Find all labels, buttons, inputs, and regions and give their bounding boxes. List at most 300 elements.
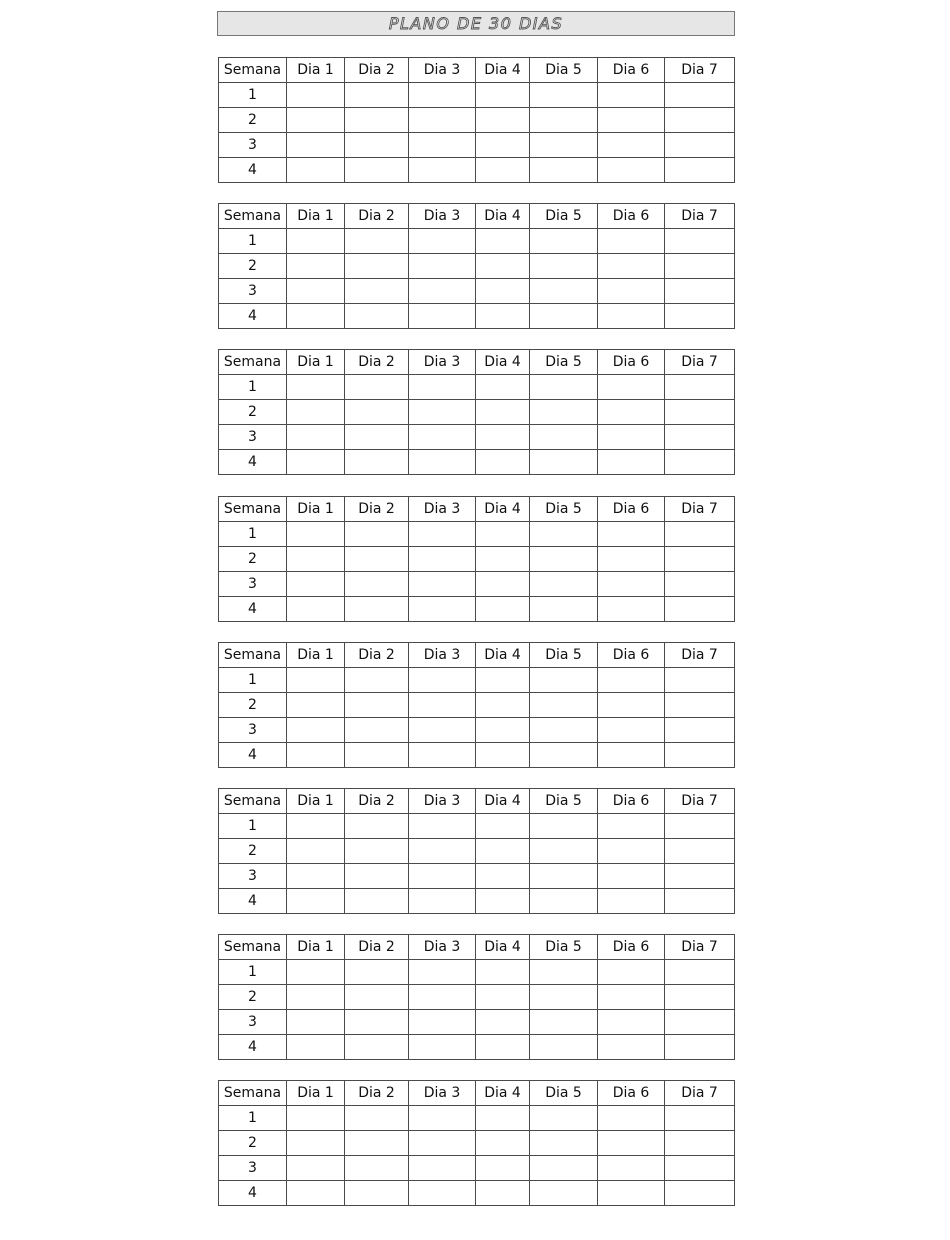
day-cell[interactable]: [345, 814, 409, 839]
table-row: [219, 522, 735, 547]
day-cell[interactable]: [409, 1010, 476, 1035]
day-cell[interactable]: [345, 450, 409, 475]
day-cell[interactable]: [345, 158, 409, 183]
page-title: PLANO DE 30 DIAS: [217, 11, 735, 36]
day-column-header: Dia 7: [665, 497, 735, 522]
table-row: [219, 1106, 735, 1131]
day-cell[interactable]: [665, 1156, 735, 1181]
day-cell[interactable]: [476, 547, 530, 572]
day-cell[interactable]: [409, 522, 476, 547]
day-cell[interactable]: [665, 108, 735, 133]
day-cell[interactable]: [345, 279, 409, 304]
day-cell[interactable]: [287, 814, 345, 839]
day-column-header: Dia 6: [598, 497, 665, 522]
day-cell[interactable]: [345, 254, 409, 279]
day-cell[interactable]: [598, 400, 665, 425]
day-cell[interactable]: [345, 522, 409, 547]
day-cell[interactable]: [476, 864, 530, 889]
day-cell[interactable]: [476, 133, 530, 158]
table-row: [219, 1181, 735, 1206]
day-cell[interactable]: [287, 985, 345, 1010]
table-row: [219, 304, 735, 329]
day-cell[interactable]: [665, 743, 735, 768]
day-cell[interactable]: [345, 743, 409, 768]
day-cell[interactable]: [287, 889, 345, 914]
day-cell[interactable]: [345, 1181, 409, 1206]
day-cell[interactable]: [530, 304, 598, 329]
week-number-cell: 1: [219, 375, 287, 400]
day-cell[interactable]: [598, 547, 665, 572]
week-number-cell: 1: [219, 83, 287, 108]
day-cell[interactable]: [409, 425, 476, 450]
day-column-header: Dia 5: [530, 350, 598, 375]
day-cell[interactable]: [287, 425, 345, 450]
day-cell[interactable]: [287, 1131, 345, 1156]
week-number-cell: 4: [219, 450, 287, 475]
week-number-cell: 1: [219, 229, 287, 254]
day-cell[interactable]: [409, 839, 476, 864]
day-cell[interactable]: [476, 889, 530, 914]
day-cell[interactable]: [345, 133, 409, 158]
day-cell[interactable]: [665, 889, 735, 914]
day-cell[interactable]: [409, 254, 476, 279]
week-number-cell: 2: [219, 839, 287, 864]
planner-table: [218, 1080, 735, 1206]
week-number-cell: 3: [219, 572, 287, 597]
day-cell[interactable]: [598, 1181, 665, 1206]
week-number-cell: 3: [219, 425, 287, 450]
day-cell[interactable]: [476, 400, 530, 425]
day-cell[interactable]: [409, 133, 476, 158]
day-cell[interactable]: [345, 425, 409, 450]
day-cell[interactable]: [287, 108, 345, 133]
day-cell[interactable]: [476, 1181, 530, 1206]
day-column-header: Dia 1: [287, 204, 345, 229]
day-cell[interactable]: [665, 229, 735, 254]
day-cell[interactable]: [345, 1131, 409, 1156]
week-number-cell: 2: [219, 400, 287, 425]
day-cell[interactable]: [409, 158, 476, 183]
day-cell[interactable]: [287, 743, 345, 768]
day-cell[interactable]: [287, 960, 345, 985]
day-cell[interactable]: [530, 425, 598, 450]
day-column-header: Dia 1: [287, 935, 345, 960]
day-cell[interactable]: [287, 229, 345, 254]
day-cell[interactable]: [665, 304, 735, 329]
day-cell[interactable]: [665, 693, 735, 718]
planner-table: [218, 349, 735, 475]
day-cell[interactable]: [287, 375, 345, 400]
day-cell[interactable]: [476, 108, 530, 133]
day-cell[interactable]: [598, 718, 665, 743]
week-number-cell: 2: [219, 985, 287, 1010]
day-column-header: Dia 3: [409, 789, 476, 814]
day-cell[interactable]: [530, 375, 598, 400]
day-cell[interactable]: [409, 450, 476, 475]
day-cell[interactable]: [345, 108, 409, 133]
day-cell[interactable]: [345, 985, 409, 1010]
day-cell[interactable]: [345, 1106, 409, 1131]
table-row: [219, 960, 735, 985]
day-cell[interactable]: [530, 108, 598, 133]
week-number-cell: 3: [219, 133, 287, 158]
day-cell[interactable]: [665, 375, 735, 400]
table-row: [219, 1131, 735, 1156]
day-cell[interactable]: [409, 1156, 476, 1181]
day-cell[interactable]: [598, 668, 665, 693]
day-cell[interactable]: [345, 547, 409, 572]
day-cell[interactable]: [530, 1156, 598, 1181]
day-cell[interactable]: [598, 522, 665, 547]
day-cell[interactable]: [530, 718, 598, 743]
day-cell[interactable]: [345, 83, 409, 108]
table-header-row: [219, 204, 735, 229]
day-cell[interactable]: [409, 1035, 476, 1060]
day-cell[interactable]: [530, 985, 598, 1010]
day-column-header: Dia 7: [665, 789, 735, 814]
day-cell[interactable]: [530, 400, 598, 425]
day-cell[interactable]: [665, 450, 735, 475]
day-cell[interactable]: [287, 400, 345, 425]
day-cell[interactable]: [665, 133, 735, 158]
day-cell[interactable]: [530, 1035, 598, 1060]
week-number-cell: 2: [219, 1131, 287, 1156]
day-cell[interactable]: [476, 1131, 530, 1156]
day-cell[interactable]: [665, 985, 735, 1010]
day-cell[interactable]: [476, 425, 530, 450]
day-column-header: Dia 6: [598, 204, 665, 229]
week-column-header: Semana: [219, 935, 287, 960]
day-cell[interactable]: [665, 425, 735, 450]
day-cell[interactable]: [665, 522, 735, 547]
day-column-header: Dia 5: [530, 789, 598, 814]
day-cell[interactable]: [287, 1035, 345, 1060]
day-cell[interactable]: [287, 304, 345, 329]
day-cell[interactable]: [476, 375, 530, 400]
day-cell[interactable]: [665, 400, 735, 425]
day-cell[interactable]: [476, 1035, 530, 1060]
day-cell[interactable]: [665, 1131, 735, 1156]
day-cell[interactable]: [598, 1010, 665, 1035]
day-cell[interactable]: [476, 450, 530, 475]
day-cell[interactable]: [409, 985, 476, 1010]
day-cell[interactable]: [530, 693, 598, 718]
day-cell[interactable]: [476, 597, 530, 622]
day-cell[interactable]: [345, 572, 409, 597]
day-cell[interactable]: [476, 229, 530, 254]
day-cell[interactable]: [530, 229, 598, 254]
day-cell[interactable]: [409, 83, 476, 108]
day-cell[interactable]: [409, 597, 476, 622]
day-column-header: Dia 6: [598, 58, 665, 83]
day-cell[interactable]: [287, 864, 345, 889]
day-cell[interactable]: [530, 1010, 598, 1035]
day-column-header: Dia 3: [409, 497, 476, 522]
day-cell[interactable]: [476, 158, 530, 183]
day-cell[interactable]: [665, 668, 735, 693]
day-cell[interactable]: [345, 375, 409, 400]
day-cell[interactable]: [665, 279, 735, 304]
day-cell[interactable]: [598, 743, 665, 768]
day-cell[interactable]: [665, 1181, 735, 1206]
day-column-header: Dia 2: [345, 935, 409, 960]
day-cell[interactable]: [598, 304, 665, 329]
day-cell[interactable]: [598, 839, 665, 864]
day-cell[interactable]: [665, 1035, 735, 1060]
table-header-row: [219, 1081, 735, 1106]
day-cell[interactable]: [409, 1106, 476, 1131]
day-cell[interactable]: [598, 279, 665, 304]
day-cell[interactable]: [598, 1106, 665, 1131]
day-cell[interactable]: [409, 547, 476, 572]
day-cell[interactable]: [665, 839, 735, 864]
day-cell[interactable]: [476, 1156, 530, 1181]
day-cell[interactable]: [476, 83, 530, 108]
week-number-cell: 2: [219, 693, 287, 718]
day-column-header: Dia 1: [287, 1081, 345, 1106]
week-column-header: Semana: [219, 1081, 287, 1106]
day-cell[interactable]: [287, 1156, 345, 1181]
day-cell[interactable]: [409, 668, 476, 693]
day-cell[interactable]: [530, 864, 598, 889]
day-cell[interactable]: [476, 279, 530, 304]
day-column-header: Dia 4: [476, 1081, 530, 1106]
day-cell[interactable]: [598, 1035, 665, 1060]
day-cell[interactable]: [287, 1181, 345, 1206]
day-column-header: Dia 4: [476, 789, 530, 814]
day-cell[interactable]: [665, 572, 735, 597]
day-cell[interactable]: [409, 814, 476, 839]
week-number-cell: 4: [219, 304, 287, 329]
day-cell[interactable]: [665, 597, 735, 622]
day-cell[interactable]: [345, 718, 409, 743]
week-number-cell: 2: [219, 108, 287, 133]
day-cell[interactable]: [530, 668, 598, 693]
day-cell[interactable]: [345, 400, 409, 425]
day-cell[interactable]: [345, 693, 409, 718]
day-cell[interactable]: [598, 158, 665, 183]
day-cell[interactable]: [530, 1131, 598, 1156]
day-cell[interactable]: [409, 1181, 476, 1206]
day-column-header: Dia 2: [345, 58, 409, 83]
day-cell[interactable]: [598, 133, 665, 158]
day-cell[interactable]: [530, 83, 598, 108]
day-cell[interactable]: [530, 597, 598, 622]
day-cell[interactable]: [345, 839, 409, 864]
day-column-header: Dia 7: [665, 935, 735, 960]
day-cell[interactable]: [287, 547, 345, 572]
day-cell[interactable]: [530, 889, 598, 914]
week-number-cell: 3: [219, 1156, 287, 1181]
day-cell[interactable]: [476, 693, 530, 718]
day-cell[interactable]: [287, 133, 345, 158]
day-column-header: Dia 3: [409, 58, 476, 83]
day-cell[interactable]: [409, 718, 476, 743]
day-cell[interactable]: [530, 547, 598, 572]
day-cell[interactable]: [287, 83, 345, 108]
day-cell[interactable]: [287, 1106, 345, 1131]
day-column-header: Dia 6: [598, 350, 665, 375]
day-cell[interactable]: [409, 693, 476, 718]
day-cell[interactable]: [598, 814, 665, 839]
day-cell[interactable]: [409, 229, 476, 254]
day-column-header: Dia 4: [476, 204, 530, 229]
day-cell[interactable]: [345, 1010, 409, 1035]
day-cell[interactable]: [598, 960, 665, 985]
day-cell[interactable]: [287, 158, 345, 183]
day-cell[interactable]: [476, 960, 530, 985]
table-row: [219, 864, 735, 889]
day-cell[interactable]: [665, 1010, 735, 1035]
day-cell[interactable]: [598, 83, 665, 108]
day-cell[interactable]: [598, 889, 665, 914]
week-number-cell: 3: [219, 279, 287, 304]
day-cell[interactable]: [287, 279, 345, 304]
day-column-header: Dia 5: [530, 204, 598, 229]
day-cell[interactable]: [598, 1156, 665, 1181]
day-cell[interactable]: [665, 83, 735, 108]
day-cell[interactable]: [530, 839, 598, 864]
day-cell[interactable]: [598, 450, 665, 475]
day-cell[interactable]: [476, 572, 530, 597]
day-cell[interactable]: [409, 279, 476, 304]
day-cell[interactable]: [409, 743, 476, 768]
day-cell[interactable]: [476, 743, 530, 768]
day-cell[interactable]: [476, 1010, 530, 1035]
day-cell[interactable]: [598, 229, 665, 254]
day-column-header: Dia 4: [476, 350, 530, 375]
day-cell[interactable]: [476, 304, 530, 329]
table-row: [219, 597, 735, 622]
day-cell[interactable]: [598, 597, 665, 622]
day-cell[interactable]: [409, 400, 476, 425]
table-row: [219, 839, 735, 864]
day-column-header: Dia 4: [476, 643, 530, 668]
day-cell[interactable]: [287, 718, 345, 743]
planner-table: [218, 934, 735, 1060]
week-column-header: Semana: [219, 497, 287, 522]
day-cell[interactable]: [530, 960, 598, 985]
day-cell[interactable]: [345, 229, 409, 254]
day-cell[interactable]: [476, 1106, 530, 1131]
day-cell[interactable]: [530, 1106, 598, 1131]
week-column-header: Semana: [219, 58, 287, 83]
day-column-header: Dia 1: [287, 643, 345, 668]
table-row: [219, 718, 735, 743]
day-cell[interactable]: [665, 254, 735, 279]
table-row: [219, 133, 735, 158]
week-column-header: Semana: [219, 350, 287, 375]
day-cell[interactable]: [530, 522, 598, 547]
day-cell[interactable]: [598, 1131, 665, 1156]
day-cell[interactable]: [409, 960, 476, 985]
day-cell[interactable]: [287, 572, 345, 597]
day-cell[interactable]: [345, 1156, 409, 1181]
day-cell[interactable]: [345, 889, 409, 914]
day-cell[interactable]: [476, 668, 530, 693]
day-cell[interactable]: [530, 279, 598, 304]
day-cell[interactable]: [409, 889, 476, 914]
day-cell[interactable]: [598, 425, 665, 450]
day-cell[interactable]: [530, 1181, 598, 1206]
day-cell[interactable]: [287, 254, 345, 279]
day-cell[interactable]: [598, 572, 665, 597]
week-number-cell: 3: [219, 864, 287, 889]
day-cell[interactable]: [345, 960, 409, 985]
day-cell[interactable]: [345, 668, 409, 693]
day-cell[interactable]: [287, 1010, 345, 1035]
day-cell[interactable]: [598, 693, 665, 718]
day-cell[interactable]: [665, 864, 735, 889]
day-cell[interactable]: [665, 814, 735, 839]
day-cell[interactable]: [287, 839, 345, 864]
day-cell[interactable]: [476, 522, 530, 547]
day-cell[interactable]: [345, 304, 409, 329]
day-column-header: Dia 3: [409, 1081, 476, 1106]
day-cell[interactable]: [665, 1106, 735, 1131]
day-cell[interactable]: [409, 1131, 476, 1156]
day-cell[interactable]: [665, 158, 735, 183]
day-cell[interactable]: [598, 254, 665, 279]
day-cell[interactable]: [476, 839, 530, 864]
day-cell[interactable]: [345, 1035, 409, 1060]
day-cell[interactable]: [409, 864, 476, 889]
day-cell[interactable]: [287, 597, 345, 622]
day-cell[interactable]: [530, 254, 598, 279]
table-row: [219, 279, 735, 304]
planner-table: [218, 788, 735, 914]
day-cell[interactable]: [409, 572, 476, 597]
day-cell[interactable]: [287, 450, 345, 475]
day-column-header: Dia 6: [598, 935, 665, 960]
day-cell[interactable]: [598, 864, 665, 889]
day-cell[interactable]: [598, 375, 665, 400]
day-column-header: Dia 7: [665, 350, 735, 375]
day-cell[interactable]: [476, 814, 530, 839]
table-row: [219, 425, 735, 450]
day-cell[interactable]: [530, 743, 598, 768]
day-cell[interactable]: [476, 718, 530, 743]
day-cell[interactable]: [665, 960, 735, 985]
day-cell[interactable]: [476, 985, 530, 1010]
day-cell[interactable]: [530, 572, 598, 597]
day-cell[interactable]: [665, 547, 735, 572]
day-cell[interactable]: [409, 375, 476, 400]
day-cell[interactable]: [476, 254, 530, 279]
day-cell[interactable]: [530, 158, 598, 183]
table-row: [219, 1156, 735, 1181]
day-cell[interactable]: [530, 814, 598, 839]
day-cell[interactable]: [409, 304, 476, 329]
day-cell[interactable]: [287, 668, 345, 693]
day-column-header: Dia 7: [665, 58, 735, 83]
day-cell[interactable]: [287, 693, 345, 718]
day-cell[interactable]: [598, 108, 665, 133]
day-column-header: Dia 1: [287, 497, 345, 522]
day-column-header: Dia 1: [287, 58, 345, 83]
day-column-header: Dia 7: [665, 204, 735, 229]
day-cell[interactable]: [345, 597, 409, 622]
day-cell[interactable]: [530, 450, 598, 475]
day-cell[interactable]: [598, 985, 665, 1010]
day-cell[interactable]: [409, 108, 476, 133]
day-cell[interactable]: [345, 864, 409, 889]
day-cell[interactable]: [665, 718, 735, 743]
day-cell[interactable]: [287, 522, 345, 547]
week-number-cell: 1: [219, 522, 287, 547]
week-number-cell: 4: [219, 743, 287, 768]
day-cell[interactable]: [530, 133, 598, 158]
